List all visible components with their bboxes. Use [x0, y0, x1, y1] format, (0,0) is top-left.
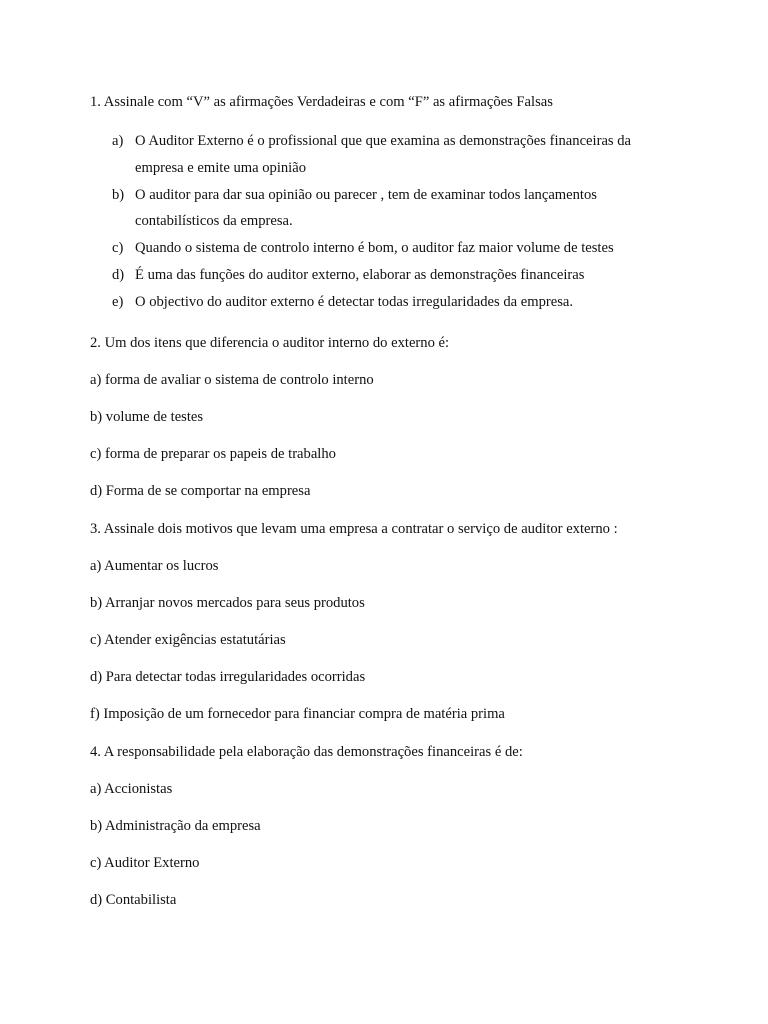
question-4-title: 4. A responsabilidade pela elaboração das demonstrações financeiras é de: — [90, 743, 523, 760]
question-3-option: c) Atender exigências estatutárias — [90, 632, 286, 649]
question-4-option: c) Auditor Externo — [90, 855, 200, 872]
statement-marker: d) — [112, 266, 125, 283]
statement-text: O Auditor Externo é o profissional que que examina as demonstrações financeiras da empresa e emite uma opinião — [135, 133, 632, 176]
document-page — [90, 92, 680, 910]
question-1-statement-list — [90, 128, 680, 316]
statement-text: O objectivo do auditor externo é detectar todas irregularidades da empresa. — [135, 293, 574, 310]
question-3-title: 3. Assinale dois motivos que levam uma empresa a contratar o serviço de auditor externo : — [90, 520, 618, 537]
statement-item — [90, 262, 680, 289]
statement-marker: a) — [112, 133, 124, 149]
question-4-option: a) Accionistas — [90, 780, 173, 797]
question-2-option: b) volume de testes — [90, 408, 204, 425]
question-4-option: d) Contabilista — [90, 892, 177, 909]
question-4-option: b) Administração da empresa — [90, 818, 261, 835]
question-3-option: d) Para detectar todas irregularidades ocorridas — [90, 669, 366, 686]
question-3-option: a) Aumentar os lucros — [90, 557, 219, 574]
question-2-option: d) Forma de se comportar na empresa — [90, 483, 311, 500]
statement-item — [90, 289, 680, 316]
statement-text: O auditor para dar sua opinião ou parecer , tem de examinar todos lançamentos contabilísticos da empresa. — [135, 186, 597, 230]
statement-marker: b) — [112, 186, 125, 203]
statement-text: É uma das funções do auditor externo, elaborar as demonstrações financeiras — [135, 266, 585, 283]
question-2-option: c) forma de preparar os papeis de trabalho — [90, 446, 336, 463]
question-3-option: f) Imposição de um fornecedor para financiar compra de matéria prima — [90, 706, 505, 723]
statement-marker: e) — [112, 293, 124, 310]
question-2-title: 2. Um dos itens que diferencia o auditor interno do externo é: — [90, 334, 450, 351]
question-1-title: 1. Assinale com “V” as afirmações Verdadeiras e com “F” as afirmações Falsas — [90, 94, 553, 110]
statement-item — [90, 235, 680, 262]
question-3-option: b) Arranjar novos mercados para seus produtos — [90, 594, 365, 611]
statement-marker: c) — [112, 240, 124, 257]
statement-item — [90, 128, 680, 182]
statement-item — [90, 182, 680, 236]
question-2-option: a) forma de avaliar o sistema de controlo interno — [90, 371, 374, 388]
statement-text: Quando o sistema de controlo interno é bom, o auditor faz maior volume de testes — [135, 240, 614, 257]
